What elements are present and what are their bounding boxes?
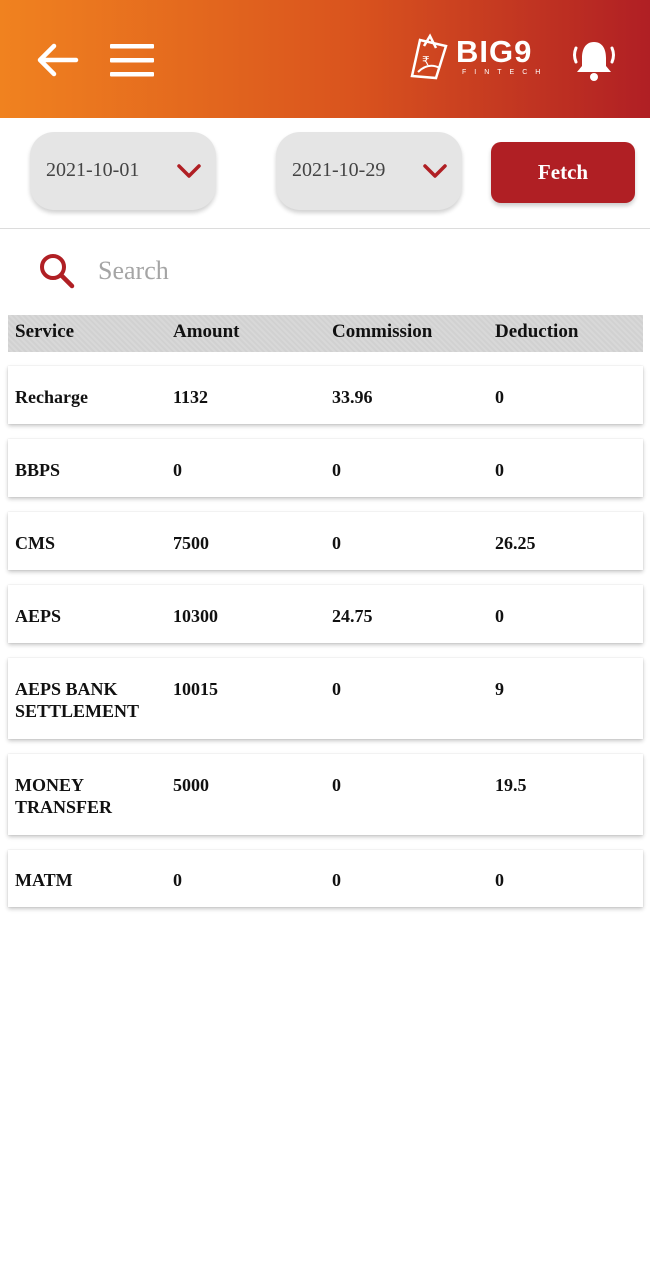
hamburger-menu-icon[interactable] [108, 40, 156, 80]
search-icon[interactable] [38, 252, 76, 290]
cell-service: CMS [15, 533, 55, 553]
cell-commission: 0 [332, 460, 341, 480]
cell-service: MATM [15, 870, 73, 890]
search-input[interactable] [96, 248, 600, 294]
table-row [8, 512, 643, 570]
header-deduction: Deduction [495, 321, 579, 342]
logo-emblem-icon [406, 32, 454, 82]
table-row [8, 366, 643, 424]
from-date-select[interactable] [30, 132, 216, 210]
header-amount: Amount [173, 321, 240, 342]
table-row [8, 754, 643, 835]
table-row [8, 658, 643, 739]
header-commission: Commission [332, 321, 433, 342]
cell-amount: 5000 [173, 775, 209, 795]
table-header [8, 315, 643, 352]
cell-amount: 10300 [173, 606, 218, 626]
table-row [8, 585, 643, 643]
cell-commission: 0 [332, 533, 341, 553]
to-date-value: 2021-10-29 [292, 159, 386, 181]
cell-amount: 0 [173, 870, 182, 890]
cell-commission: 0 [332, 870, 341, 890]
cell-service: MONEY TRANSFER [15, 775, 113, 817]
cell-deduction: 0 [495, 460, 504, 480]
cell-commission: 0 [332, 679, 341, 699]
cell-deduction: 0 [495, 606, 504, 626]
svg-text:₹: ₹ [422, 54, 430, 68]
bell-icon[interactable] [570, 38, 618, 82]
cell-service: AEPS [15, 606, 62, 626]
cell-service: BBPS [15, 460, 61, 480]
cell-deduction: 9 [495, 679, 504, 699]
cell-amount: 7500 [173, 533, 209, 553]
cell-deduction: 0 [495, 870, 504, 890]
cell-deduction: 19.5 [495, 775, 527, 795]
cell-amount: 1132 [173, 387, 209, 407]
chevron-down-icon [176, 162, 202, 180]
cell-service: Recharge [15, 387, 88, 407]
cell-deduction: 0 [495, 387, 504, 407]
to-date-select[interactable] [276, 132, 462, 210]
big9-fintech-logo [406, 32, 549, 84]
cell-commission: 0 [332, 775, 341, 795]
date-filter-bar [0, 118, 650, 229]
cell-deduction: 26.25 [495, 533, 536, 553]
cell-commission: 33.96 [332, 387, 373, 407]
search-bar [0, 238, 650, 302]
app-header [0, 0, 650, 118]
cell-amount: 0 [173, 460, 182, 480]
cell-amount: 10015 [173, 679, 218, 699]
service-report-list [8, 366, 643, 922]
fetch-button[interactable]: Fetch [491, 142, 635, 203]
cell-service: AEPS BANK SETTLEMENT [15, 679, 140, 721]
back-arrow-icon[interactable] [34, 40, 80, 80]
table-row [8, 850, 643, 907]
logo-wordmark: BIG9 [456, 34, 533, 69]
table-row [8, 439, 643, 497]
logo-tagline: FINTECH [462, 69, 549, 76]
from-date-value: 2021-10-01 [46, 159, 140, 181]
cell-commission: 24.75 [332, 606, 373, 626]
chevron-down-icon [422, 162, 448, 180]
header-service: Service [15, 321, 75, 342]
